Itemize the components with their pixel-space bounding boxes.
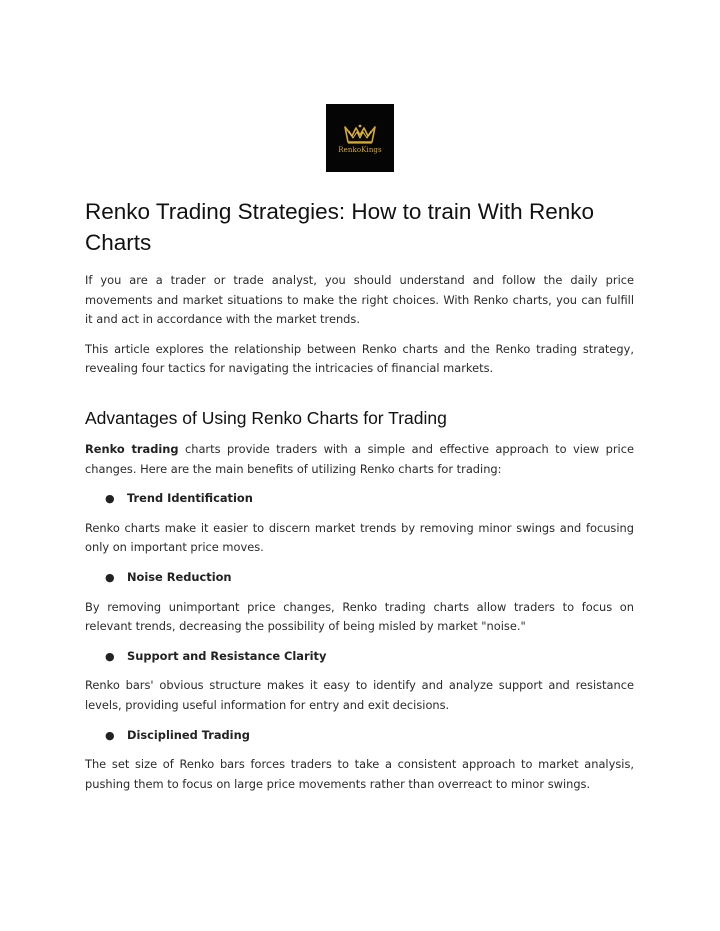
section-lead-paragraph [85, 440, 634, 479]
benefit-list-3 [85, 647, 634, 667]
article-title: Renko Trading Strategies: How to train With Renko Charts [85, 199, 594, 255]
benefit-title: ● Trend Identification [85, 489, 634, 509]
section-heading: Advantages of Using Renko Charts for Trading [85, 407, 447, 428]
bullet-icon: ● [105, 649, 115, 663]
article-body [85, 196, 634, 804]
benefit-description: Renko charts make it easier to discern market trends by removing minor swings and focusing only on important price moves. [85, 520, 634, 555]
bullet-icon: ● [105, 728, 115, 742]
benefit-list-2 [85, 568, 634, 588]
bullet-icon: ● [105, 492, 115, 506]
benefit-title: ● Noise Reduction [85, 568, 634, 588]
renkokings-logo [326, 104, 394, 172]
benefit-description: By removing unimportant price changes, Renko trading charts allow traders to focus on relevant trends, decreasing the possibility of being misled by market "noise." [85, 599, 634, 634]
crown-icon [343, 123, 377, 145]
benefit-title: ● Support and Resistance Clarity [85, 647, 634, 667]
benefit-title: ● Disciplined Trading [85, 726, 634, 746]
benefit-list-1 [85, 489, 634, 509]
lead-rest-text: charts provide traders with a simple and effective approach to view price changes. Here are the main benefits of utilizing Renko charts for trading: [85, 441, 634, 476]
intro-paragraph-2: This article explores the relationship between Renko charts and the Renko trading strategy, revealing four tactics for navigating the intricacies of financial markets. [85, 341, 634, 376]
intro-paragraph-1: If you are a trader or trade analyst, you should understand and follow the daily price movements and market situations to make the right choices. With Renko charts, you can fulfill it and act in accordance with the market trends. [85, 273, 634, 327]
benefit-description: Renko bars' obvious structure makes it easy to identify and analyze support and resistance levels, providing useful information for entry and exit decisions. [85, 678, 634, 712]
logo-brand-text: RenkoKings [338, 145, 382, 154]
benefit-description: The set size of Renko bars forces traders to take a consistent approach to market analysis, pushing them to focus on large price movements rather than overreact to minor swings. [85, 757, 634, 791]
bullet-icon: ● [105, 570, 115, 584]
lead-bold-text: Renko trading [85, 441, 179, 456]
benefit-list-4 [85, 726, 634, 746]
